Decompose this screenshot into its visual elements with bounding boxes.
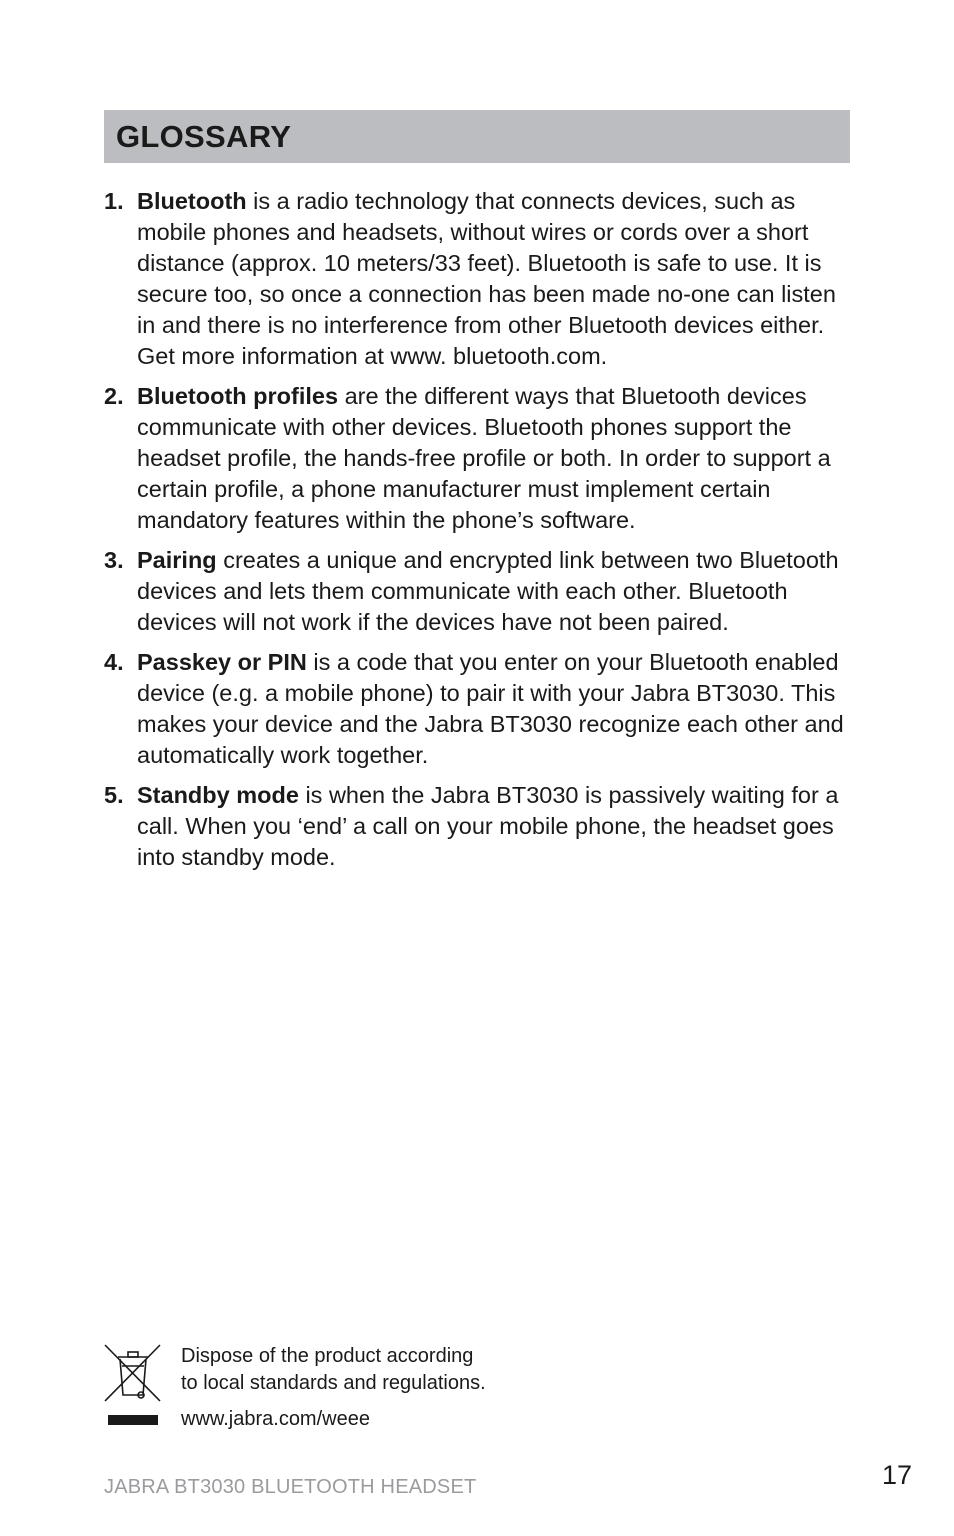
page-number: 17 (881, 1460, 912, 1490)
glossary-term: Bluetooth profiles (137, 383, 339, 409)
glossary-term: Bluetooth (137, 188, 247, 214)
crossed-out-wheelie-bin-icon (104, 1343, 162, 1427)
glossary-term: Passkey or PIN (137, 649, 307, 675)
glossary-definition: is a radio technology that connects devices, such as mobile phones and headsets, without wires or cords over a short distance (approx. 10 meters/33 feet). Bluetooth is safe to use. It is secure too, so once a connection has been made no-one can listen in and there is no interference from other Bluetooth devices either. Get more information at www. bluetooth.com. (137, 188, 836, 369)
item-number: 1. (104, 188, 124, 214)
weee-link[interactable]: www.jabra.com/weee (181, 1408, 370, 1430)
section-header (104, 110, 850, 163)
glossary-definition: are the different ways that Bluetooth devices communicate with other devices. Bluetooth phones support the headset profile, the hands-free profile or both. In order to support a certain profile, a phone manufacturer must implement certain mandatory features within the phone’s software. (137, 383, 831, 533)
item-number: 4. (104, 649, 124, 675)
glossary-term: Pairing (137, 547, 217, 573)
item-number: 3. (104, 547, 124, 573)
glossary-item (104, 647, 852, 771)
glossary-term: Standby mode (137, 782, 299, 808)
glossary-definition: is a code that you enter on your Bluetooth enabled device (e.g. a mobile phone) to pair it with your Jabra BT3030. This makes your device and the Jabra BT3030 recognize each other and automatically work together. (137, 649, 844, 768)
glossary-definition: creates a unique and encrypted link between two Bluetooth devices and lets them communicate with each other. Bluetooth devices will not work if the devices have not been paired. (137, 547, 839, 635)
glossary-item (104, 545, 852, 638)
item-number: 2. (104, 383, 124, 409)
page-title: GLOSSARY (116, 118, 292, 154)
weee-line-1: Dispose of the product according (181, 1345, 474, 1367)
weee-text (181, 1343, 486, 1397)
glossary-item (104, 381, 852, 536)
weee-notice (104, 1343, 604, 1433)
footer-product-title: JABRA BT3030 BLUETOOTH HEADSET (104, 1476, 477, 1498)
glossary-item (104, 186, 852, 372)
glossary-list (104, 186, 852, 882)
glossary-item (104, 780, 852, 873)
weee-line-2: to local standards and regulations. (181, 1372, 486, 1394)
glossary-definition: is when the Jabra BT3030 is passively waiting for a call. When you ‘end’ a call on your mobile phone, the headset goes into standby mode. (137, 782, 839, 870)
item-number: 5. (104, 782, 124, 808)
